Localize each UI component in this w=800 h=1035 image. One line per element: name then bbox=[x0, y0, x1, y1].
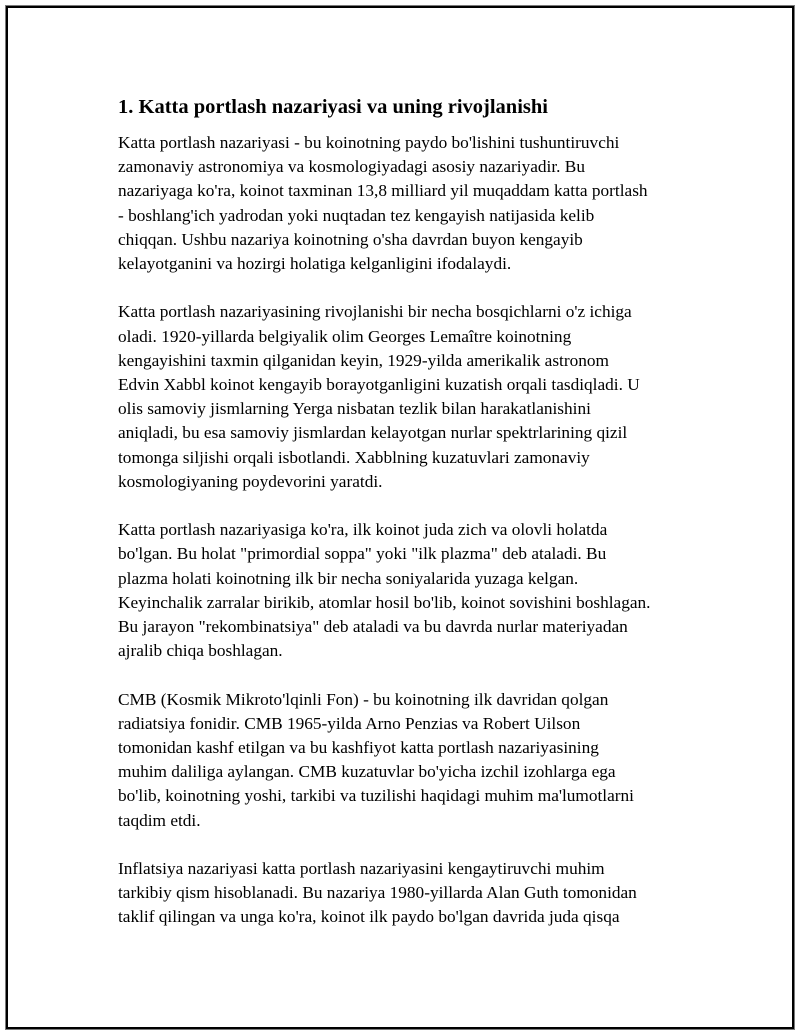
text-line: taqdim etdi. bbox=[118, 810, 201, 830]
text-line: kengayishini taxmin qilganidan keyin, 1929-yilda amerikalik astronom bbox=[118, 350, 609, 370]
text-line: muhim daliliga aylangan. CMB kuzatuvlar bo'yicha izchil izohlarga ega bbox=[118, 762, 616, 782]
document-body bbox=[118, 93, 698, 954]
text-line: CMB (Kosmik Mikroto'lqinli Fon) - bu koinotning ilk davridan qolgan bbox=[118, 689, 609, 709]
paragraph-2 bbox=[118, 300, 698, 494]
text-line: Katta portlash nazariyasiga ko'ra, ilk koinot juda zich va olovli holatda bbox=[118, 520, 608, 540]
text-line: zamonaviy astronomiya va kosmologiyadagi asosiy nazariyadir. Bu bbox=[118, 157, 585, 177]
paragraph-3 bbox=[118, 518, 698, 663]
text-line: Bu jarayon "rekombinatsiya" deb ataladi va bu davrda nurlar materiyadan bbox=[118, 617, 628, 637]
text-line: radiatsiya fonidir. CMB 1965-yilda Arno Penzias va Robert Uilson bbox=[118, 713, 581, 733]
text-line: chiqqan. Ushbu nazariya koinotning o'sha davrdan buyon kengayib bbox=[118, 229, 583, 249]
text-line: bo'lgan. Bu holat "primordial soppa" yoki "ilk plazma" deb ataladi. Bu bbox=[118, 544, 607, 564]
page-title: 1. Katta portlash nazariyasi va uning rivojlanishi bbox=[118, 96, 548, 118]
text-line: Keyinchalik zarralar birikib, atomlar hosil bo'lib, koinot sovishini boshlagan. bbox=[118, 592, 651, 612]
text-line: Inflatsiya nazariyasi katta portlash nazariyasini kengaytiruvchi muhim bbox=[118, 859, 605, 879]
text-line: aniqladi, bu esa samoviy jismlardan kelayotgan nurlar spektrlarining qizil bbox=[118, 423, 628, 443]
paragraph-5 bbox=[118, 857, 698, 930]
text-line: bo'lib, koinotning yoshi, tarkibi va tuzilishi haqidagi muhim ma'lumotlarni bbox=[118, 786, 634, 806]
text-line: - boshlang'ich yadrodan yoki nuqtadan tez kengayish natijasida kelib bbox=[118, 205, 595, 225]
text-line: Edvin Xabbl koinot kengayib borayotganligini kuzatish orqali tasdiqladi. U bbox=[118, 375, 640, 395]
text-line: olis samoviy jismlarning Yerga nisbatan tezlik bilan harakatlanishini bbox=[118, 399, 591, 419]
paragraph-4 bbox=[118, 688, 698, 833]
text-line: tomonidan kashf etilgan va bu kashfiyot katta portlash nazariyasining bbox=[118, 738, 599, 758]
text-line: kosmologiyaning poydevorini yaratdi. bbox=[118, 471, 383, 491]
text-line: ajralib chiqa boshlagan. bbox=[118, 641, 283, 661]
paragraph-1 bbox=[118, 131, 698, 276]
text-line: tarkibiy qism hisoblanadi. Bu nazariya 1980-yillarda Alan Guth tomonidan bbox=[118, 883, 637, 903]
text-line: oladi. 1920-yillarda belgiyalik olim Georges Lemaître koinotning bbox=[118, 326, 572, 346]
text-line: nazariyaga ko'ra, koinot taxminan 13,8 milliard yil muqaddam katta portlash bbox=[118, 181, 648, 201]
text-line: tomonga siljishi orqali isbotlandi. Xabblning kuzatuvlari zamonaviy bbox=[118, 447, 590, 467]
text-line: kelayotganini va hozirgi holatiga kelganligini ifodalaydi. bbox=[118, 254, 512, 274]
text-line: Katta portlash nazariyasining rivojlanishi bir necha bosqichlarni o'z ichiga bbox=[118, 302, 632, 322]
text-line: Katta portlash nazariyasi - bu koinotning paydo bo'lishini tushuntiruvchi bbox=[118, 133, 620, 152]
text-line: taklif qilingan va unga ko'ra, koinot ilk paydo bo'lgan davrida juda qisqa bbox=[118, 907, 620, 927]
text-line: plazma holati koinotning ilk bir necha soniyalarida yuzaga kelgan. bbox=[118, 568, 579, 588]
paragraph-list bbox=[118, 131, 698, 930]
